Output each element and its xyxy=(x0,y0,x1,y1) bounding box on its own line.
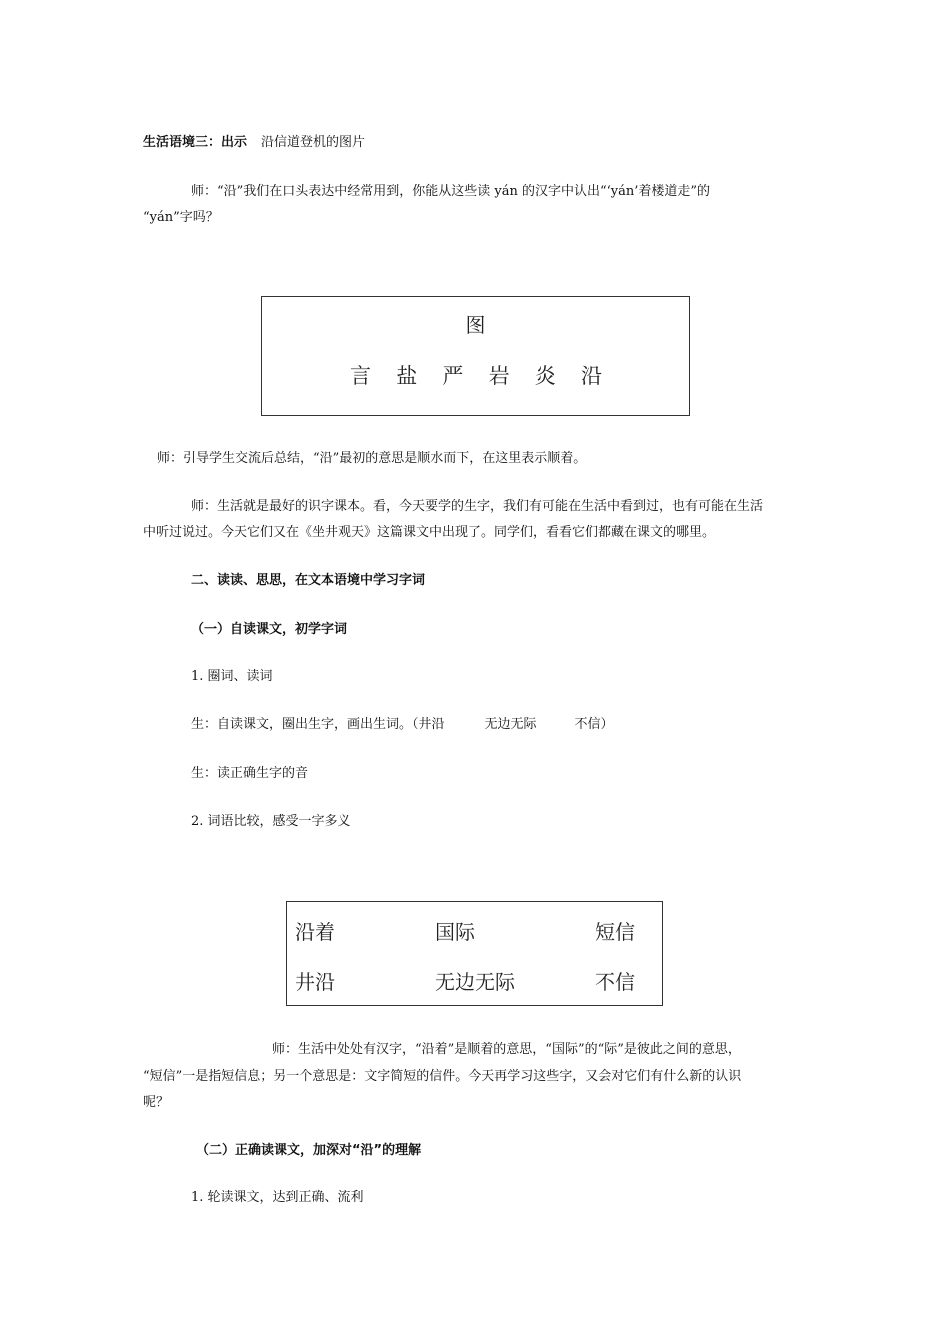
paragraph-1-line-1: 师：“沿”我们在口头表达中经常用到，你能从这些读 yán 的汉字中认出“‘yán’着楼道走”的 xyxy=(191,184,711,199)
figure-char: 盐 xyxy=(396,364,418,388)
heading-subsection-2: （二）正确读课文，加深对“沿”的理解 xyxy=(196,1143,422,1158)
figure-title: 图 xyxy=(465,313,486,337)
paragraph-4-line-2: “短信”一是指短信息；另一个意思是：文字简短的信件。今天再学习这些字，又会对它们有什么新的认识 xyxy=(143,1069,742,1084)
figure-yan-characters xyxy=(261,296,690,416)
paragraph-3-line-2: 中听过说过。今天它们又在《坐井观天》这篇课文中出现了。同学们，看看它们都藏在课文的哪里。 xyxy=(143,525,716,540)
word-cell: 国际 xyxy=(435,920,475,944)
word-cell: 沿着 xyxy=(295,920,335,944)
paragraph-4-line-1: 师：生活中处处有汉字，“沿着”是顺着的意思，“国际”的“际”是彼此之间的意思， xyxy=(272,1042,741,1057)
figure-character-row xyxy=(350,360,602,390)
heading-subsection-1: （一）自读课文，初学字词 xyxy=(191,622,348,637)
list-item-2: 2. 词语比较，感受一字多义 xyxy=(191,814,351,829)
figure-char: 严 xyxy=(442,364,464,388)
student-line-1 xyxy=(191,716,614,734)
student-line-2: 生：读正确生字的音 xyxy=(191,766,309,781)
figure-char: 沿 xyxy=(580,364,602,388)
paragraph-4-line-3: 呢？ xyxy=(143,1095,170,1110)
student-line-1-text: 生：自读课文，圈出生字，画出生词。（井沿 xyxy=(191,717,445,732)
word-cell: 短信 xyxy=(595,920,635,944)
word-cell: 不信 xyxy=(595,970,635,994)
heading-section-2: 二、读读、思思，在文本语境中学习字词 xyxy=(191,573,426,588)
section-title-label: 生活语境三：出示 xyxy=(143,135,248,150)
list-item-3: 1. 轮读课文，达到正确、流利 xyxy=(191,1190,364,1205)
paragraph-1-line-2: “yán”字吗？ xyxy=(143,210,219,225)
figure-char: 言 xyxy=(350,364,371,388)
section-title xyxy=(143,134,365,152)
student-line-1-word: 不信） xyxy=(574,717,614,732)
section-title-rest: 沿信道登机的图片 xyxy=(261,135,366,150)
list-item-1: 1. 圈词、读词 xyxy=(191,669,273,684)
word-cell: 井沿 xyxy=(295,970,335,994)
figure-char: 岩 xyxy=(488,364,510,388)
figure-word-comparison xyxy=(286,901,663,1006)
figure-char: 炎 xyxy=(534,364,556,388)
paragraph-2: 师：引导学生交流后总结，“沿”最初的意思是顺水而下，在这里表示顺着。 xyxy=(157,451,587,466)
student-line-1-word: 无边无际 xyxy=(484,717,537,732)
word-cell: 无边无际 xyxy=(435,970,515,994)
paragraph-3-line-1: 师：生活就是最好的识字课本。看，今天要学的生字，我们有可能在生活中看到过，也有可能在生活 xyxy=(191,499,764,514)
